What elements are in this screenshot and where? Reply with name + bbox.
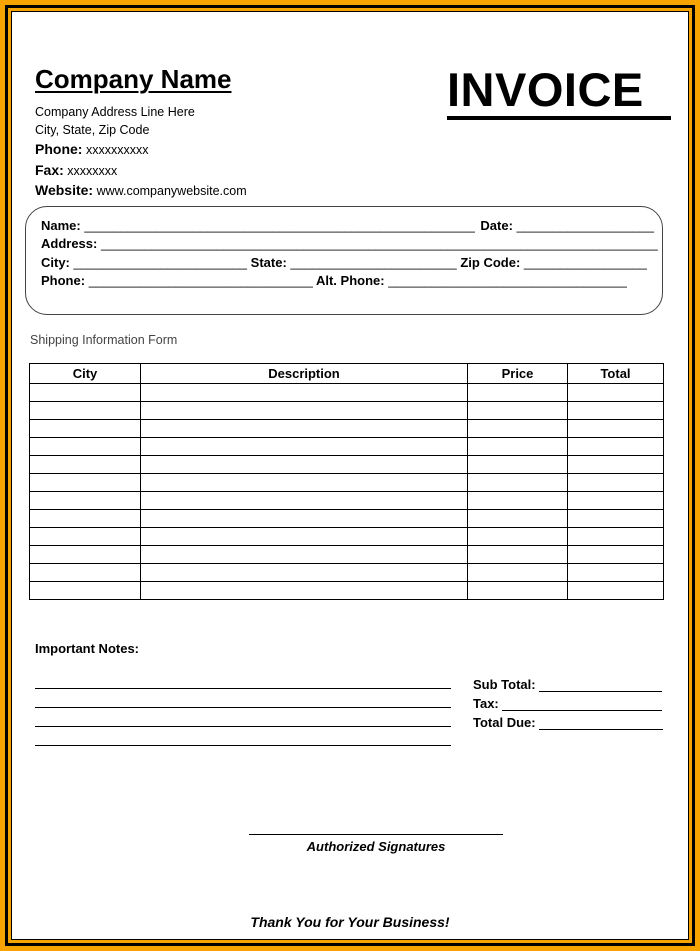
date-field[interactable]: ___________________	[516, 218, 654, 233]
tax-row	[473, 696, 662, 711]
signature-label: Authorized Signatures	[306, 839, 446, 854]
total-due-field[interactable]	[539, 715, 663, 730]
description-cell[interactable]	[141, 528, 468, 546]
notes-label: Important Notes:	[35, 641, 139, 656]
note-line[interactable]	[35, 688, 451, 690]
total-cell[interactable]	[568, 402, 664, 420]
address-field[interactable]: _____________________________________________________________________________	[100, 236, 658, 251]
name-label: Name:	[41, 218, 81, 233]
table-header-row	[30, 364, 664, 384]
customer-phone-field[interactable]: _______________________________	[88, 273, 313, 288]
city-cell[interactable]	[30, 420, 141, 438]
city-row	[41, 255, 647, 270]
header-description: Description	[141, 364, 468, 384]
customer-phone-label: Phone:	[41, 273, 86, 288]
header-city: City	[30, 364, 141, 384]
total-cell[interactable]	[568, 456, 664, 474]
price-cell[interactable]	[468, 438, 568, 456]
alt-phone-field[interactable]: _________________________________	[388, 273, 627, 288]
fax-label: Fax:	[35, 162, 64, 178]
total-cell[interactable]	[568, 438, 664, 456]
subtotal-row	[473, 677, 662, 692]
company-website	[35, 182, 247, 198]
city-cell[interactable]	[30, 546, 141, 564]
price-cell[interactable]	[468, 420, 568, 438]
table-row	[30, 420, 664, 438]
note-line[interactable]	[35, 707, 451, 709]
table-row	[30, 510, 664, 528]
description-cell[interactable]	[141, 582, 468, 600]
company-city-line: City, State, Zip Code	[35, 123, 150, 137]
city-cell[interactable]	[30, 402, 141, 420]
company-phone	[35, 141, 148, 157]
table-row	[30, 582, 664, 600]
city-cell[interactable]	[30, 582, 141, 600]
description-cell[interactable]	[141, 438, 468, 456]
city-cell[interactable]	[30, 510, 141, 528]
table-row	[30, 456, 664, 474]
description-cell[interactable]	[141, 384, 468, 402]
note-line[interactable]	[35, 726, 451, 728]
section-label: Shipping Information Form	[30, 333, 178, 347]
price-cell[interactable]	[468, 474, 568, 492]
table-row	[30, 492, 664, 510]
description-cell[interactable]	[141, 474, 468, 492]
alt-phone-label: Alt. Phone:	[315, 273, 385, 288]
tax-label: Tax:	[473, 696, 499, 711]
price-cell[interactable]	[468, 402, 568, 420]
name-row	[41, 218, 654, 233]
city-cell[interactable]	[30, 564, 141, 582]
state-field[interactable]: _______________________	[290, 255, 457, 270]
phone-row	[41, 273, 627, 288]
table-row	[30, 474, 664, 492]
description-cell[interactable]	[141, 420, 468, 438]
price-cell[interactable]	[468, 582, 568, 600]
zip-label: Zip Code:	[460, 255, 521, 270]
website-value: www.companywebsite.com	[96, 184, 247, 198]
total-cell[interactable]	[568, 420, 664, 438]
price-cell[interactable]	[468, 510, 568, 528]
phone-value: xxxxxxxxxx	[85, 143, 149, 157]
thank-you-message: Thank You for Your Business!	[250, 914, 450, 930]
price-cell[interactable]	[468, 546, 568, 564]
company-fax	[35, 162, 117, 178]
description-cell[interactable]	[141, 510, 468, 528]
note-line[interactable]	[35, 745, 451, 747]
date-label: Date:	[480, 218, 513, 233]
table-row	[30, 402, 664, 420]
total-cell[interactable]	[568, 510, 664, 528]
fax-value: xxxxxxxx	[67, 164, 118, 178]
zip-field[interactable]: _________________	[523, 255, 647, 270]
city-field[interactable]: ________________________	[73, 255, 248, 270]
subtotal-field[interactable]	[539, 677, 662, 692]
company-name: Company Name	[35, 64, 232, 94]
table-row	[30, 528, 664, 546]
items-table	[29, 363, 664, 600]
total-due-row	[473, 715, 663, 730]
website-label: Website:	[35, 182, 94, 198]
price-cell[interactable]	[468, 456, 568, 474]
header-total: Total	[568, 364, 664, 384]
total-cell[interactable]	[568, 384, 664, 402]
subtotal-label: Sub Total:	[473, 677, 536, 692]
city-cell[interactable]	[30, 384, 141, 402]
city-label: City:	[41, 255, 70, 270]
table-row	[30, 438, 664, 456]
description-cell[interactable]	[141, 564, 468, 582]
description-cell[interactable]	[141, 546, 468, 564]
table-row	[30, 546, 664, 564]
company-address: Company Address Line Here	[35, 105, 195, 119]
description-cell[interactable]	[141, 492, 468, 510]
address-row	[41, 236, 658, 251]
price-cell[interactable]	[468, 528, 568, 546]
signature-line[interactable]	[249, 834, 503, 835]
price-cell[interactable]	[468, 564, 568, 582]
header-price: Price	[468, 364, 568, 384]
name-field[interactable]: ______________________________________________________	[84, 218, 475, 233]
total-cell[interactable]	[568, 564, 664, 582]
customer-info-box	[25, 206, 663, 315]
table-body	[30, 384, 664, 600]
table-row	[30, 564, 664, 582]
price-cell[interactable]	[468, 492, 568, 510]
description-cell[interactable]	[141, 456, 468, 474]
total-cell[interactable]	[568, 546, 664, 564]
city-cell[interactable]	[30, 528, 141, 546]
city-cell[interactable]	[30, 492, 141, 510]
title-underline	[447, 116, 671, 120]
total-cell[interactable]	[568, 474, 664, 492]
address-label: Address:	[41, 236, 98, 251]
total-due-label: Total Due:	[473, 715, 536, 730]
description-cell[interactable]	[141, 402, 468, 420]
city-cell[interactable]	[30, 474, 141, 492]
tax-field[interactable]	[502, 696, 662, 711]
city-cell[interactable]	[30, 438, 141, 456]
total-cell[interactable]	[568, 528, 664, 546]
invoice-title: INVOICE	[447, 63, 644, 116]
phone-label: Phone:	[35, 141, 83, 157]
total-cell[interactable]	[568, 492, 664, 510]
invoice-page	[12, 12, 688, 939]
city-cell[interactable]	[30, 456, 141, 474]
table-row	[30, 384, 664, 402]
price-cell[interactable]	[468, 384, 568, 402]
state-label: State:	[250, 255, 287, 270]
total-cell[interactable]	[568, 582, 664, 600]
